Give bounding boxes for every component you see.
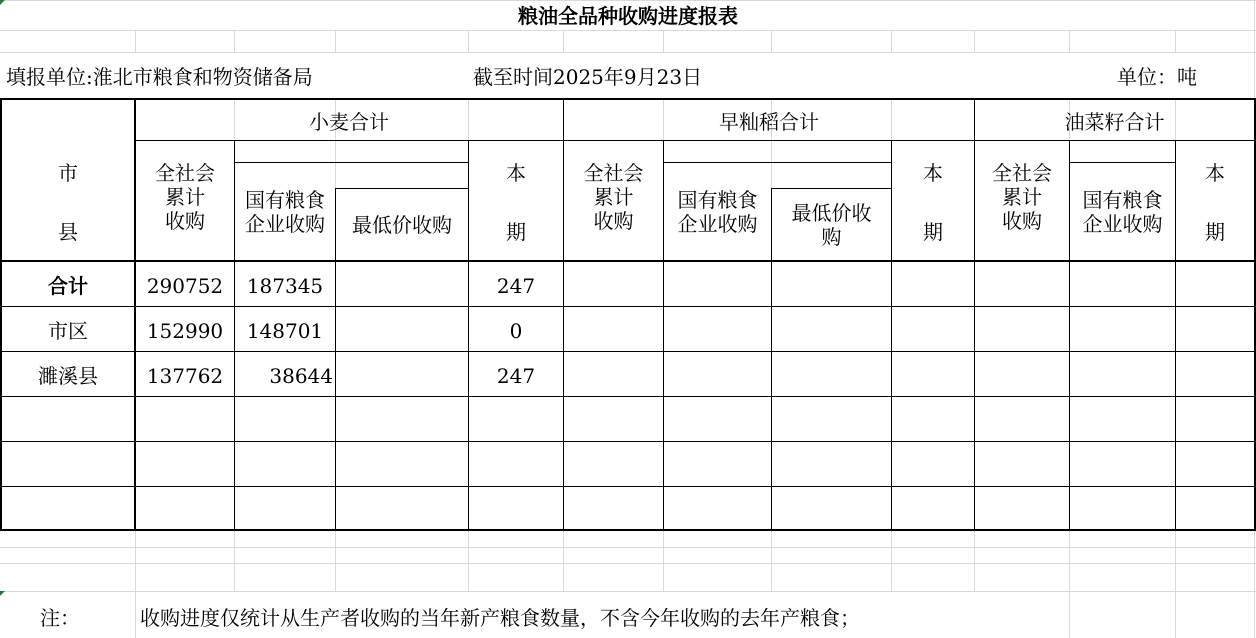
table-border [0,98,1256,100]
header-wheat-min-price: 最低价收购 [352,213,452,237]
row-name: 市区 [48,319,88,343]
row-name: 合计 [48,274,88,298]
gridline [0,547,1256,548]
cell-wheat-state[interactable]: 148701 [246,319,324,343]
header-rapeseed-total: 全社会 累计 收购 [992,161,1052,233]
gridline [0,563,1256,564]
cell-wheat-state[interactable]: 38644 [269,364,333,388]
cell-marker [0,591,5,596]
group-header-rapeseed: 油菜籽合计 [1064,110,1165,134]
header-rice-min-price: 最低价收 购 [791,201,872,249]
header-wheat-state: 国有粮食 企业收购 [245,188,325,236]
note-label: 注： [40,606,80,630]
row-name: 濉溪县 [38,364,98,388]
header-rapeseed-period-2: 期 [1205,220,1225,244]
header-wheat-total: 全社会 累计 收购 [155,161,215,233]
header-rapeseed-period-1: 本 [1205,161,1225,185]
cell-wheat-total[interactable]: 137762 [146,364,224,388]
header-rice-period-2: 期 [923,220,943,244]
deadline-date: 截至时间2025年9月23日 [473,65,703,89]
gridline [0,30,1256,31]
header-city: 市 [58,161,78,185]
cell-wheat-period[interactable]: 0 [509,319,523,343]
header-county: 县 [58,220,78,244]
filing-unit: 填报单位:淮北市粮食和物资储备局 [6,65,313,89]
cell-wheat-period[interactable]: 247 [496,274,536,298]
note-text: 收购进度仅统计从生产者收购的当年新产粮食数量，不含今年收购的去年产粮食； [140,606,860,630]
header-wheat-period-1: 本 [506,161,526,185]
header-rapeseed-state: 国有粮食 企业收购 [1082,188,1163,236]
header-rice-total: 全社会 累计 收购 [583,161,644,233]
unit-label: 单位：吨 [1117,65,1197,89]
table-border [0,529,1256,531]
cell-wheat-total[interactable]: 152990 [146,319,224,343]
cell-wheat-state[interactable]: 187345 [246,274,324,298]
group-header-early-rice: 早籼稻合计 [719,110,819,134]
cell-wheat-total[interactable]: 290752 [146,274,224,298]
cell-wheat-period[interactable]: 247 [496,364,536,388]
header-rice-period-1: 本 [923,161,943,185]
report-title: 粮油全品种收购进度报表 [518,4,738,28]
header-rice-state: 国有粮食 企业收购 [677,188,758,236]
header-wheat-period-2: 期 [506,220,526,244]
group-header-wheat: 小麦合计 [309,110,389,134]
